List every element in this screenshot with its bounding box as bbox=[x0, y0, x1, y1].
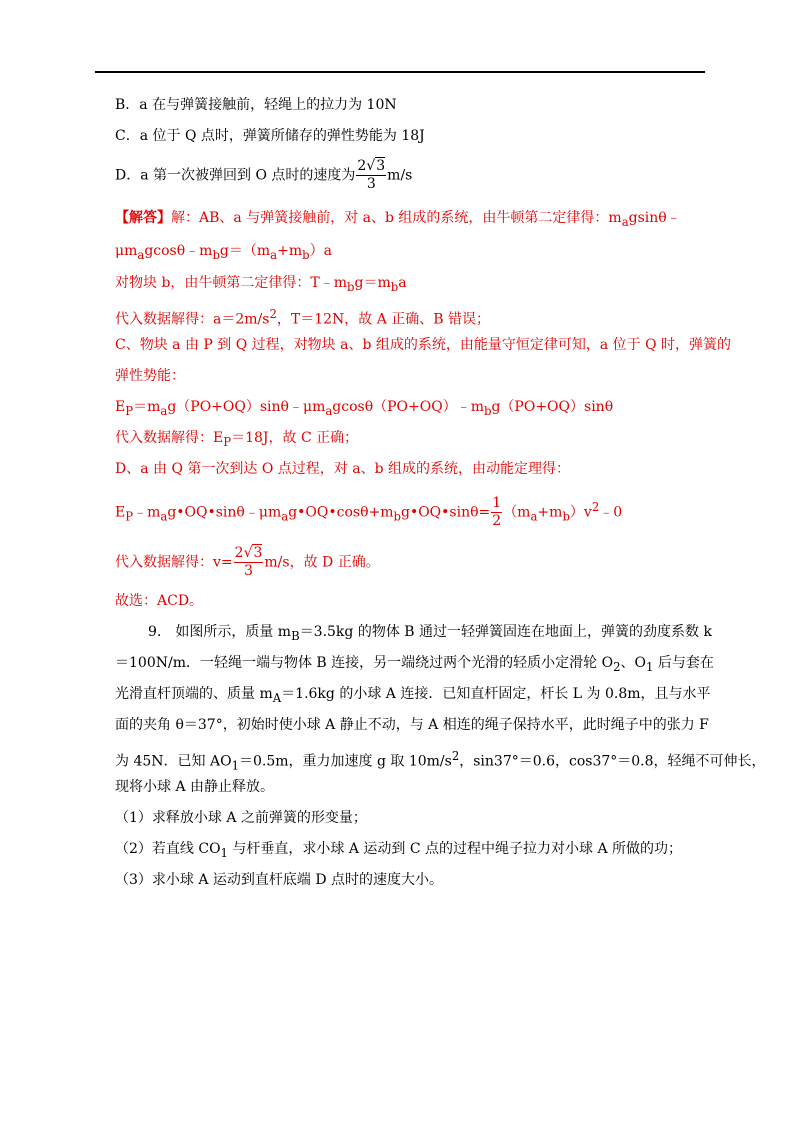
answer-line-9: D、a 由 Q 第一次到达 O 点过程，对 a、b 组成的系统，由动能定理得： bbox=[115, 461, 570, 477]
answer-conclusion: 故选：ACD。 bbox=[115, 593, 204, 609]
q9-subquestion-2: （2）若直线 $CO_1$ 与杆垂直，求小球 A 运动到 C 点的过程中绳子拉力对小球 A 所做的功； bbox=[115, 841, 683, 860]
q9-line-1: 9. 如图所示，质量 $m_B=3.5kg$ 的物体 B 通过一轻弹簧固连在地面上，弹簧的劲度系数 k bbox=[148, 624, 712, 643]
answer-line-11: 代入数据解得：v= $\frac{2√3}{3}$ m/s，故 D 正确。 bbox=[115, 545, 380, 579]
option-d: D．a 第一次被弹回到 O 点时的速度为 $\frac{2√3}{3}$ m/s bbox=[115, 158, 413, 192]
header-rule bbox=[95, 71, 705, 73]
answer-line-6: 弹性势能： bbox=[115, 368, 185, 384]
q9-subquestion-1: （1）求释放小球 A 之前弹簧的形变量； bbox=[115, 810, 367, 826]
q9-subquestion-3: （3）求小球 A 运动到直杆底端 D 点时的速度大小。 bbox=[115, 872, 444, 888]
answer-line-2: $\mu m_agcos\theta﹣m_bg=(m_a+m_b)a$ bbox=[115, 243, 332, 262]
q9-line-3: 光滑直杆顶端的、质量 $m_A=1.6kg$ 的小球 A 连接．已知直杆固定，杆长 L 为 0.8m，且与水平 bbox=[115, 686, 711, 705]
q9-line-6: 现将小球 A 由静止释放。 bbox=[115, 779, 275, 795]
option-d-speed-fraction: $\frac{2√3}{3}$ bbox=[357, 158, 386, 192]
option-b: B．a 在与弹簧接触前，轻绳上的拉力为 10N bbox=[115, 97, 397, 113]
answer-line-10: $E_P﹣m_ag•OQ•\sin\theta﹣\mu m_ag•OQ•\cos\theta+m_bg•OQ•\sin\theta=$ $\frac{1}{2}$ $(m_a+m_b)v^2﹣0$ bbox=[115, 495, 623, 529]
answer-line-7: $E_P=m_ag(PO+OQ)\sin\theta﹣\mu m_agcos\theta(PO+OQ)﹣m_bg(PO+OQ)\sin\theta$ bbox=[115, 399, 614, 418]
answer-speed-fraction: $\frac{2√3}{3}$ bbox=[234, 545, 263, 579]
answer-line-5: C、物块 a 由 P 到 Q 过程，对物块 a、b 组成的系统，由能量守恒定律可知，a 位于 Q 时，弹簧的 bbox=[115, 337, 732, 353]
answer-line-8: 代入数据解得：$E_P=18J$，故 C 正确； bbox=[115, 430, 359, 449]
answer-line-3: 对物块 b，由牛顿第二定律得：$T﹣m_bg=m_ba$ bbox=[115, 275, 407, 294]
answer-line-4: 代入数据解得：$a=2m/s^2$，T＝12N，故 A 正确、B 错误； bbox=[115, 307, 491, 328]
option-c: C．a 位于 Q 点时，弹簧所储存的弹性势能为 18J bbox=[115, 128, 425, 144]
half-fraction: $\frac{1}{2}$ bbox=[492, 495, 502, 529]
q9-line-5: 为 45N．已知 $AO_1=0.5m$，重力加速度 g 取 $10m/s^2$，sin37°＝0.6，cos37°＝0.8，轻绳不可伸长， bbox=[115, 749, 766, 773]
answer-line-1: 【解答】解：AB、a 与弹簧接触前，对 a、b 组成的系统，由牛顿第二定律得：$m_agsin\theta﹣$ bbox=[115, 210, 681, 229]
q9-line-4: 面的夹角 θ＝37°，初始时使小球 A 静止不动，与 A 相连的绳子保持水平，此时绳子中的张力 F bbox=[115, 717, 709, 733]
answer-tag: 【解答】 bbox=[115, 210, 171, 226]
q9-line-2: ＝100N/m．一轻绳一端与物体 B 连接，另一端绕过两个光滑的轻质小定滑轮 $O_2$、$O_1$ 后与套在 bbox=[115, 655, 714, 674]
